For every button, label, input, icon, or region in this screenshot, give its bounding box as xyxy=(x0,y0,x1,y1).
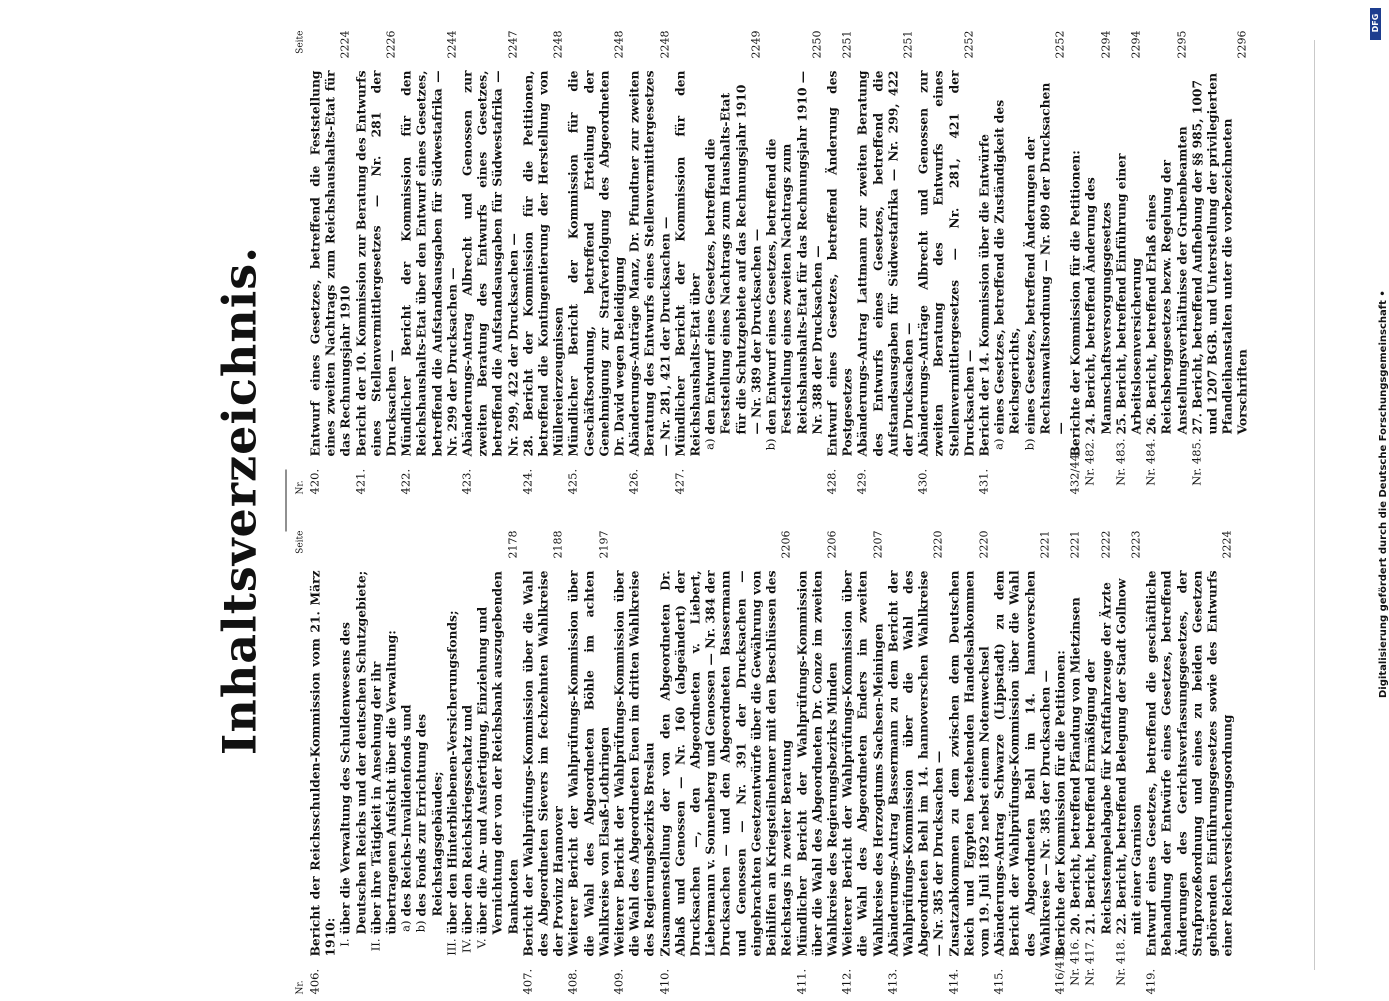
entry-page-number: 2252 xyxy=(962,30,976,59)
entry-number: 424. xyxy=(520,468,535,495)
toc-subentry xyxy=(338,531,368,995)
entry-text: Entwurf eines Gesetzes, betreffend Änderung des Postgesetzes xyxy=(824,70,855,457)
toc-entry xyxy=(672,31,702,495)
number-header: Nr. xyxy=(295,480,306,495)
toc-subentry xyxy=(1083,531,1113,995)
toc-subentry xyxy=(368,531,398,995)
toc-entry xyxy=(976,31,991,495)
entry-page-number: 2251 xyxy=(901,30,915,59)
toc-subentry xyxy=(399,531,414,995)
entry-number: 428. xyxy=(824,468,839,495)
entry-text: über den Hinterbliebenen-Versicherungsfonds; xyxy=(444,610,460,935)
subentry-label: b) xyxy=(413,920,428,933)
entry-page-number: 2206 xyxy=(825,530,839,559)
entry-text: Mündlicher Bericht der Kommission für die Geschäftsordnung, betreffend Erteilung der Genehmigung zur Strafverfolgung des Abgeordneten Dr. David wegen Beleidigung xyxy=(565,70,627,457)
subentry-label: III. xyxy=(444,938,459,956)
entry-number: 416/418. xyxy=(1052,943,1067,995)
entry-number: 410. xyxy=(657,968,672,995)
subentry-label: a) xyxy=(991,438,1006,450)
subentry-label: a) xyxy=(702,438,717,450)
toc-subentry xyxy=(460,531,475,995)
entry-number: 412. xyxy=(839,968,854,995)
toc-entry xyxy=(627,31,673,495)
entry-text: 22. Bericht, betreffend Belegung der Stadt Gollnow mit einer Garnison xyxy=(1113,578,1144,935)
entry-text: 20. Bericht, betreffend Pfändung von Mietzinsen xyxy=(1067,597,1083,935)
entry-page-number: 2248 xyxy=(612,30,626,59)
toc-subentry xyxy=(475,531,521,995)
entry-page-number: 2224 xyxy=(1220,530,1234,559)
entry-text: den Entwurf eines Gesetzes, betreffend die Feststellung eines zweiten Nachtrags zum Reichshaushalts-Etat für das Rechnungsjahr 1910 — Nr. 388 der Drucksachen — xyxy=(763,70,825,435)
entry-text: des Reichs-Invalidenfonds und xyxy=(398,704,414,917)
toc-entry xyxy=(946,531,992,995)
number-header: Nr. xyxy=(295,980,306,995)
toc-entry xyxy=(1144,531,1235,995)
toc-subentry xyxy=(992,31,1022,495)
entry-number: 423. xyxy=(459,468,474,495)
entry-page-number: 2295 xyxy=(1175,30,1189,59)
entry-text: über die Verwaltung des Schuldenwesens des Deutschen Reichs und der deutschen Schutzgebiete; xyxy=(337,570,369,935)
entry-text: Weiterer Bericht der Wahlprüfungs-Kommission über die Wahl des Abgeordneten Enders im zweiten Wahlkreise des Herzogtums Sachsen-Meiningen xyxy=(839,570,886,957)
entry-page-number: 2248 xyxy=(658,30,672,59)
entry-page-number: 2251 xyxy=(840,30,854,59)
entry-number: 408. xyxy=(565,968,580,995)
entry-text: eines Gesetzes, betreffend Änderungen der Rechtsanwaltsordnung — Nr. 809 der Drucksachen — xyxy=(1022,82,1068,435)
column-header xyxy=(295,31,307,495)
toc-entry xyxy=(520,31,566,495)
entry-number: 406. xyxy=(307,968,322,995)
entry-text: Entwurf eines Gesetzes, betreffend die Feststellung eines zweiten Nachtrags zum Reichshaushalts-Etat für das Rechnungsjahr 1910 xyxy=(307,70,353,457)
toc-entry xyxy=(916,31,977,495)
entry-number: 422. xyxy=(398,468,413,495)
entry-page-number: 2220 xyxy=(977,530,991,559)
entry-page-number: 2294 xyxy=(1129,30,1143,59)
entry-number: 420. xyxy=(307,468,322,495)
toc-entry xyxy=(992,531,1053,995)
entry-text: 27. Bericht, betreffend Aufhebung der §§ 985, 1007 und 1207 BGB. und Unterstellung der privilegierten Pfandleihanstalten unter die vorbezeichneten Vorschriften xyxy=(1189,72,1250,435)
toc-entry xyxy=(399,31,460,495)
entry-page-number: 2206 xyxy=(779,530,793,559)
entry-text: den Entwurf eines Gesetzes, betreffend die Feststellung eines Nachtrags zum Haushalts-Etat für die Schutzgebiete auf das Rechnungsjahr 1910 — Nr. 389 der Drucksachen — xyxy=(702,84,764,435)
entry-text: Abänderungs-Antrag Albrecht und Genossen zur zweiten Beratung des Entwurfs eines Gesetzes, betreffend die Aufstandsausgaben für Südwestafrika — Nr. 299, 422 der Drucksachen — xyxy=(459,70,521,457)
entry-number: 414. xyxy=(946,968,961,995)
entry-text: 26. Bericht, betreffend Erlaß eines Reichsberggesetzes bezw. Regelung der Anstellungsverhältnisse der Grubenbeamten xyxy=(1143,126,1190,435)
toc-entry xyxy=(308,531,338,995)
toc-entry xyxy=(885,531,946,995)
entry-text: des Fonds zur Errichtung des Reichstagsgebäudes; xyxy=(413,713,445,917)
entry-page-number: 2296 xyxy=(1235,30,1249,59)
subentry-label: Nr. 484. xyxy=(1143,438,1158,486)
entry-number: 407. xyxy=(520,968,535,995)
entry-number: 425. xyxy=(565,468,580,495)
subentry-label: Nr. 482. xyxy=(1082,438,1097,486)
toc-entries-right xyxy=(308,31,1251,495)
entry-text: Abänderungs-Antrag Schwarze (Lippstadt) zu dem Bericht der Wahlprüfungs-Kommission über die Wahl des Abgeordneten Behl im 14. hannoverschen Wahlkreise — Nr. 385 der Drucksachen — xyxy=(991,570,1053,957)
toc-entry xyxy=(308,31,354,495)
entry-text: Berichte der Kommission für die Petitionen: xyxy=(1052,650,1068,957)
toc-subentry xyxy=(764,31,825,495)
entry-page-number: 2252 xyxy=(1053,30,1067,59)
entry-number: 429. xyxy=(854,468,869,495)
toc-entry xyxy=(612,531,658,995)
title-divider xyxy=(286,470,287,532)
entry-number: 409. xyxy=(611,968,626,995)
entry-text: über den Reichskriegsschatz und xyxy=(459,704,475,935)
entry-text: über die An- und Ausfertigung, Einziehung und Vernichtung der von der Reichsbank auszugebenden Banknoten xyxy=(474,571,521,935)
dfg-logo-text: DFG xyxy=(1371,13,1380,33)
entry-page-number: 2244 xyxy=(445,30,459,59)
toc-subentry xyxy=(1113,31,1143,495)
toc-entry xyxy=(840,531,886,995)
toc-entry xyxy=(566,31,627,495)
subentry-label: IV. xyxy=(459,938,474,953)
toc-entry xyxy=(657,531,794,995)
toc-subentry xyxy=(1144,31,1190,495)
page-header: Seite xyxy=(295,530,306,554)
entry-page-number: 2221 xyxy=(1038,530,1052,559)
entry-text: Abänderungs-Anträge Albrecht und Genossen zur zweiten Beratung des Entwurfs eines Stellenvermittlergesetzes — Nr. 281, 421 der Drucksachen — xyxy=(915,70,977,457)
entry-text: eines Gesetzes, betreffend die Zuständigkeit des Reichsgerichts, xyxy=(991,99,1022,435)
subentry-label: Nr. 483. xyxy=(1113,438,1128,486)
entry-text: Abänderungs-Antrag Bassermann zu dem Bericht der Wahlprüfungs-Kommission über die Wahl des Abgeordneten Behl im 14. hannoverschen Wahlkreise — Nr. 385 der Drucksachen — xyxy=(885,570,946,957)
toc-entries-left xyxy=(308,531,1235,995)
document-page xyxy=(0,1,1383,1001)
entry-text: Entwurf eines Gesetzes, betreffend die geschäftliche Behandlung der Entwürfe eines Gesetzes, betreffend Änderungen des Gerichtsverfassungsgesetzes, der Strafprozeßordnung und eines zu beiden Gesetzen gehörenden Einführungsgesetzes sowie des Entwurfs einer Reichsversicherungsordnung xyxy=(1143,570,1235,957)
subentry-label: Nr. 485. xyxy=(1189,438,1204,486)
entry-number: 430. xyxy=(915,468,930,495)
entry-text: Zusammenstellung der von den Abgeordneten Dr. Ablaß und Genossen — Nr. 160 (abgeändert) der Drucksachen —, den Abgeordneten v. Liebert, Liebermann v. Sonnenberg und Genossen — Nr. 384 der Drucksachen — und den Abgeordneten Bassermann und Genossen — Nr. 391 der Drucksachen — eingebrachten Gesetzentwürfe über die Gewährung von Beihilfen an Kriegsteilnehmer mit den Beschlüssen des Reichstags in zweiter Beratung xyxy=(657,570,794,957)
entry-number: 413. xyxy=(885,968,900,995)
subentry-label: Nr. 417. xyxy=(1082,938,1097,986)
toc-entry xyxy=(855,31,916,495)
toc-subentry xyxy=(703,31,764,495)
entry-page-number: 2223 xyxy=(1129,530,1143,559)
entry-text: Zusatzabkommen zu dem zwischen dem Deutschen Reich und Egypten bestehenden Handelsabkommen vom 19. Juli 1892 nebst einem Notenwechsel xyxy=(946,570,992,957)
entry-text: 28. Bericht der Kommission für die Petitionen, betreffend die Kontingentierung der Herstellung von Müllereierzeugnissen xyxy=(520,70,566,457)
entry-text: Bericht der Wahlprüfungs-Kommission über die Wahl des Abgeordneten Sievers im fechzehnten Wahlkreise der Provinz Hannover xyxy=(520,570,566,957)
page-content xyxy=(210,7,1330,995)
toc-subentry xyxy=(1068,531,1083,995)
entry-text: Abänderungs-Anträge Manz, Dr. Pfundtner zur zweiten Beratung des Entwurfs eines Stellenvermittlergesetzes — Nr. 281, 421 der Drucksachen — xyxy=(626,70,673,457)
entry-page-number: 2294 xyxy=(1099,30,1113,59)
entry-page-number: 2197 xyxy=(597,530,611,559)
subentry-label: b) xyxy=(763,438,778,451)
toc-entry xyxy=(460,31,521,495)
toc-subentry xyxy=(1022,31,1068,495)
entry-number: 426. xyxy=(626,468,641,495)
toc-column-left xyxy=(295,531,1330,995)
column-header xyxy=(295,531,307,995)
toc-subentry xyxy=(1113,531,1143,995)
subentry-label: a) xyxy=(398,920,413,932)
entry-text: Berichte der Kommission für die Petitionen: xyxy=(1067,150,1083,457)
entry-page-number: 2188 xyxy=(551,530,565,559)
subentry-label: I. xyxy=(337,938,352,947)
entry-page-number: 2224 xyxy=(338,30,352,59)
toc-entry xyxy=(566,531,612,995)
page-header: Seite xyxy=(295,30,306,54)
entry-number: 427. xyxy=(672,468,687,495)
entry-page-number: 2247 xyxy=(506,30,520,59)
entry-number: 432/443. xyxy=(1067,443,1082,495)
funding-notice: Digitalisierung gefördert durch die Deutsche Forschungsgemeinschaft • xyxy=(1378,290,1389,698)
toc-entry xyxy=(353,31,399,495)
entry-number: 411. xyxy=(794,968,808,995)
subentry-label: Nr. 418. xyxy=(1113,938,1128,986)
entry-text: Bericht der Reichsschulden-Kommission vom 21. März 1910: xyxy=(307,570,338,957)
entry-page-number: 2222 xyxy=(1099,530,1113,559)
entry-number: 419. xyxy=(1143,968,1158,995)
entry-page-number: 2226 xyxy=(384,30,398,59)
entry-page-number: 2250 xyxy=(810,30,824,59)
toc-column-right xyxy=(295,31,1330,495)
subentry-label: b) xyxy=(1022,438,1037,451)
entry-text: 24. Bericht, betreffend Änderung des Mannschaftsversorgungsgesetzes xyxy=(1082,177,1114,435)
entry-text: Weiterer Bericht der Wahlprüfungs-Kommission über die Wahl des Abgeordneten Böhle im achten Wahlkreise von Elsaß-Lothringen xyxy=(565,570,612,957)
entry-page-number: 2178 xyxy=(506,530,520,559)
toc-entry xyxy=(520,531,566,995)
subentry-label: Nr. 416. xyxy=(1067,938,1082,986)
entry-text: Mündlicher Bericht der Wahlprüfungs-Kommission über die Wahl des Abgeordneten Dr. Conze im zweiten Wahlkreise des Regierungsbezirks Minden xyxy=(794,570,840,957)
entry-text: Mündlicher Bericht der Kommission für den Reichshaushalts-Etat über den Entwurf eines Gesetzes, betreffend die Aufstandsausgaben für Südwestafrika — Nr. 299 der Drucksachen — xyxy=(398,70,460,457)
toc-subentry xyxy=(414,531,444,995)
entry-text: Bericht der 14. Kommission über die Entwürfe xyxy=(976,134,992,457)
entry-page-number: 2220 xyxy=(931,530,945,559)
entry-text: über ihre Tätigkeit in Ansehung der ihr übertragenen Aufsicht über die Verwaltung: xyxy=(368,630,399,935)
toc-subentry xyxy=(444,531,459,995)
entry-number: 431. xyxy=(976,468,991,495)
toc-subentry xyxy=(1083,31,1113,495)
toc-entry xyxy=(824,31,854,495)
toc-subentry xyxy=(1189,31,1250,495)
subentry-label: V. xyxy=(474,938,489,949)
subentry-label: II. xyxy=(368,938,383,952)
entry-page-number: 2249 xyxy=(749,30,763,59)
toc-entry xyxy=(1052,531,1067,995)
toc-entry xyxy=(1068,31,1083,495)
toc-entry xyxy=(794,531,840,995)
entry-page-number: 2221 xyxy=(1068,530,1082,559)
entry-text: 25. Bericht, betreffend Einführung einer Arbeitslosenversicherung xyxy=(1113,153,1144,435)
funding-sidebar xyxy=(1372,8,1389,698)
entry-text: Mündlicher Bericht der Kommission für den Reichshaushalts-Etat über xyxy=(672,70,703,457)
entry-page-number: 2248 xyxy=(551,30,565,59)
entry-page-number: 2207 xyxy=(871,530,885,559)
entry-text: 21. Bericht, betreffend Ermäßigung der Reichsstempelabgabe für Kraftfahrzeuge der Ärzte xyxy=(1082,582,1114,935)
entry-number: 421. xyxy=(353,468,368,495)
entry-number: 415. xyxy=(991,968,1006,995)
entry-text: Weiterer Bericht der Wahlprüfungs-Kommission über die Wahl des Abgeordneten Euen im dritten Wahlkreise des Regierungsbezirks Breslau xyxy=(611,570,657,957)
entry-text: Bericht der 10. Kommission zur Beratung des Entwurfs eines Stellenvermittlergesetzes — Nr. 281 der Drucksachen — xyxy=(353,70,399,457)
entry-text: Abänderungs-Antrag Lattmann zur zweiten Beratung des Entwurfs eines Gesetzes, betreffend die Aufstandsausgaben für Südwestafrika — Nr. 299, 422 der Drucksachen — xyxy=(854,70,916,457)
page-title: Inhaltsverzeichnis. xyxy=(212,245,267,756)
